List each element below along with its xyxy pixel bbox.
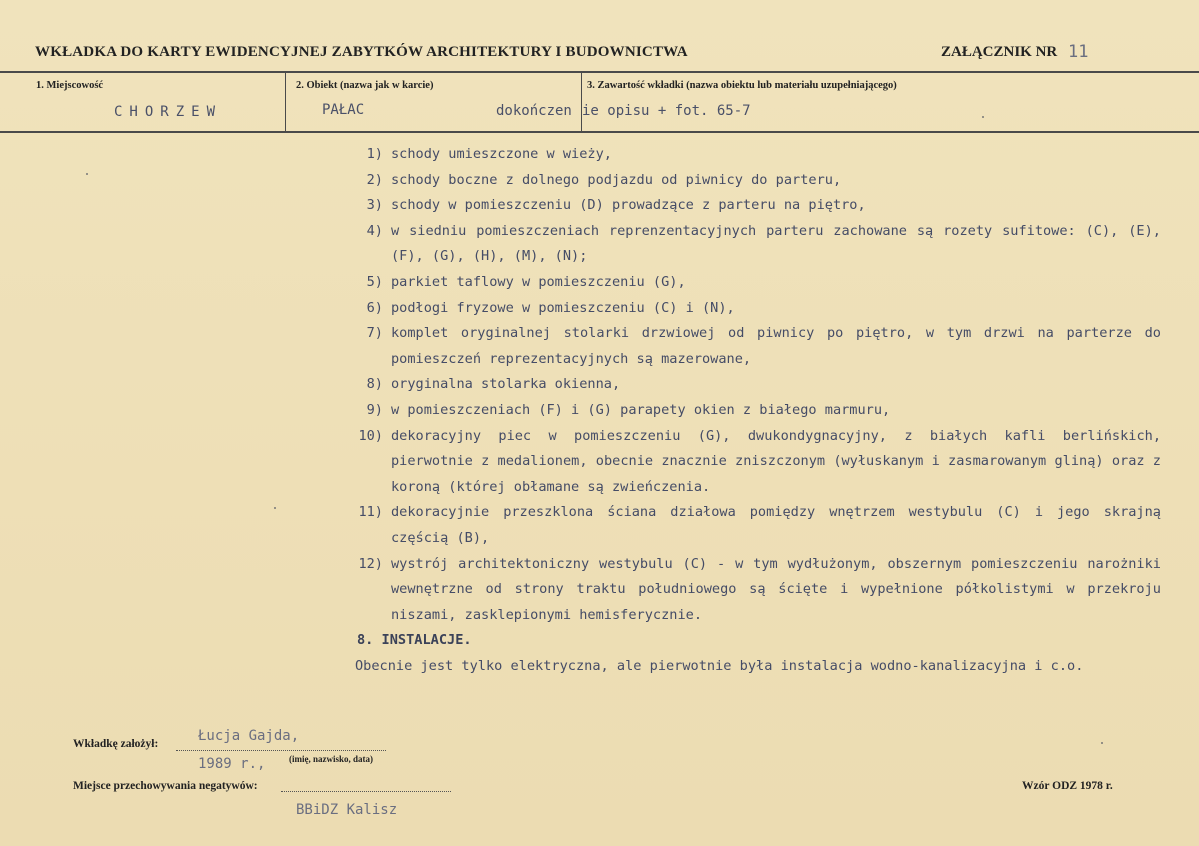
storage-dotline [281, 791, 451, 792]
storage-label: Miejsce przechowywania negatywów: [73, 780, 258, 792]
list-item [341, 424, 1161, 501]
item-text: komplet oryginalnej stolarki drzwiowej od piwnicy po piętro, w tym drzwi na parterze do pomieszczeń reprezentacyjnych są mazerowane, [391, 325, 1161, 367]
description-body [341, 142, 1161, 679]
item-text: schody boczne z dolnego podjazdu od piwnicy do parteru, [391, 171, 842, 188]
founder-name: Łucja Gajda, [198, 728, 300, 744]
annex-number: 11 [1068, 42, 1089, 62]
header-rule-bottom [0, 131, 1199, 133]
paper-speck [86, 173, 88, 175]
list-item [341, 168, 1161, 194]
founder-year: 1989 r., [198, 756, 266, 772]
form-model: Wzór ODZ 1978 r. [1022, 780, 1113, 792]
card-title: WKŁADKA DO KARTY EWIDENCYJNEJ ZABYTKÓW ARCHITEKTURY I BUDOWNICTWA [35, 44, 688, 60]
list-item [341, 270, 1161, 296]
item-number: 7) [366, 325, 383, 342]
section-body: Obecnie jest tylko elektryczna, ale pierwotnie była instalacja wodno-kanalizacyjna i c.o. [355, 657, 1084, 674]
list-item [341, 398, 1161, 424]
item-text: podłogi fryzowe w pomieszczeniu (C) i (N), [391, 299, 735, 316]
object-label: 2. Obiekt (nazwa jak w karcie) [296, 80, 434, 91]
object-value: PAŁAC [322, 102, 365, 118]
list-item [341, 552, 1161, 629]
item-text: parkiet taflowy w pomieszczeniu (G), [391, 273, 686, 290]
locality-value: CHORZEW [114, 104, 223, 120]
paper-speck [274, 507, 276, 509]
item-number: 4) [366, 222, 383, 239]
field-divider-2 [581, 73, 582, 131]
contents-prefix: dokończen [496, 103, 572, 119]
list-item [341, 296, 1161, 322]
item-number: 6) [366, 299, 383, 316]
item-number: 9) [366, 401, 383, 418]
locality-label: 1. Miejscowość [36, 80, 104, 91]
item-number: 2) [366, 171, 383, 188]
item-text: w siedniu pomieszczeniach reprenzentacyjnych parteru zachowane są rozety sufitowe: (C), (E), (F), (G), (H), (M), (N); [391, 222, 1161, 265]
list-item [341, 142, 1161, 168]
list-item [341, 500, 1161, 551]
item-text: schody w pomieszczeniu (D) prowadzące z parteru na piętro, [391, 197, 866, 214]
item-number: 12) [358, 555, 383, 572]
item-number: 11) [358, 504, 383, 521]
list-item [341, 193, 1161, 219]
item-number: 8) [366, 376, 383, 393]
list-item [341, 219, 1161, 270]
contents-label: 3. Zawartość wkładki (nazwa obiektu lub materiału uzupełniającego) [587, 80, 897, 91]
item-text: w pomieszczeniach (F) i (G) parapety okien z białego marmuru, [391, 401, 891, 418]
item-text: wystrój architektoniczny westybulu (C) - w tym wydłużonym, obszernym pomieszczeniu narożniki wewnętrzne od strony traktu południowego są ścięte i wypełnione półkolistymi w przekroju niszami, zasklepionymi hemisferycznie. [391, 555, 1161, 623]
contents-value: ie opisu + fot. 65-7 [582, 103, 751, 119]
item-number: 3) [366, 197, 383, 214]
list-item [341, 321, 1161, 372]
list-item [341, 372, 1161, 398]
item-text: dekoracyjnie przeszklona ściana działowa pomiędzy wnętrzem westybulu (C) i jego skrajną częścią (B), [391, 504, 1161, 546]
field-divider-1 [285, 73, 286, 131]
item-number: 1) [366, 146, 383, 162]
item-text: oryginalna stolarka okienna, [391, 376, 621, 393]
paper-speck [982, 116, 984, 118]
section-heading: 8. INSTALACJE. [357, 632, 472, 649]
header-rule-top [0, 71, 1199, 73]
storage-value: BBiDZ Kalisz [296, 802, 398, 818]
annex-label: ZAŁĄCZNIK NR [941, 44, 1058, 60]
item-text: schody umieszczone w wieży, [391, 146, 612, 162]
founder-dotline [176, 750, 386, 751]
item-number: 5) [366, 273, 383, 290]
founder-label: Wkładkę założył: [73, 738, 159, 750]
item-text: dekoracyjny piec w pomieszczeniu (G), dwukondygnacyjny, z białych kafli berlińskich, pierwotnie z medalionem, obecnie znacznie zniszczonym (wyłuskanym i zasmarowanym gliną) oraz z koroną (której obłamane są zwieńczenia. [391, 427, 1161, 495]
item-number: 10) [358, 427, 383, 444]
founder-hint: (imię, nazwisko, data) [289, 754, 373, 764]
paper-speck [1101, 742, 1103, 744]
